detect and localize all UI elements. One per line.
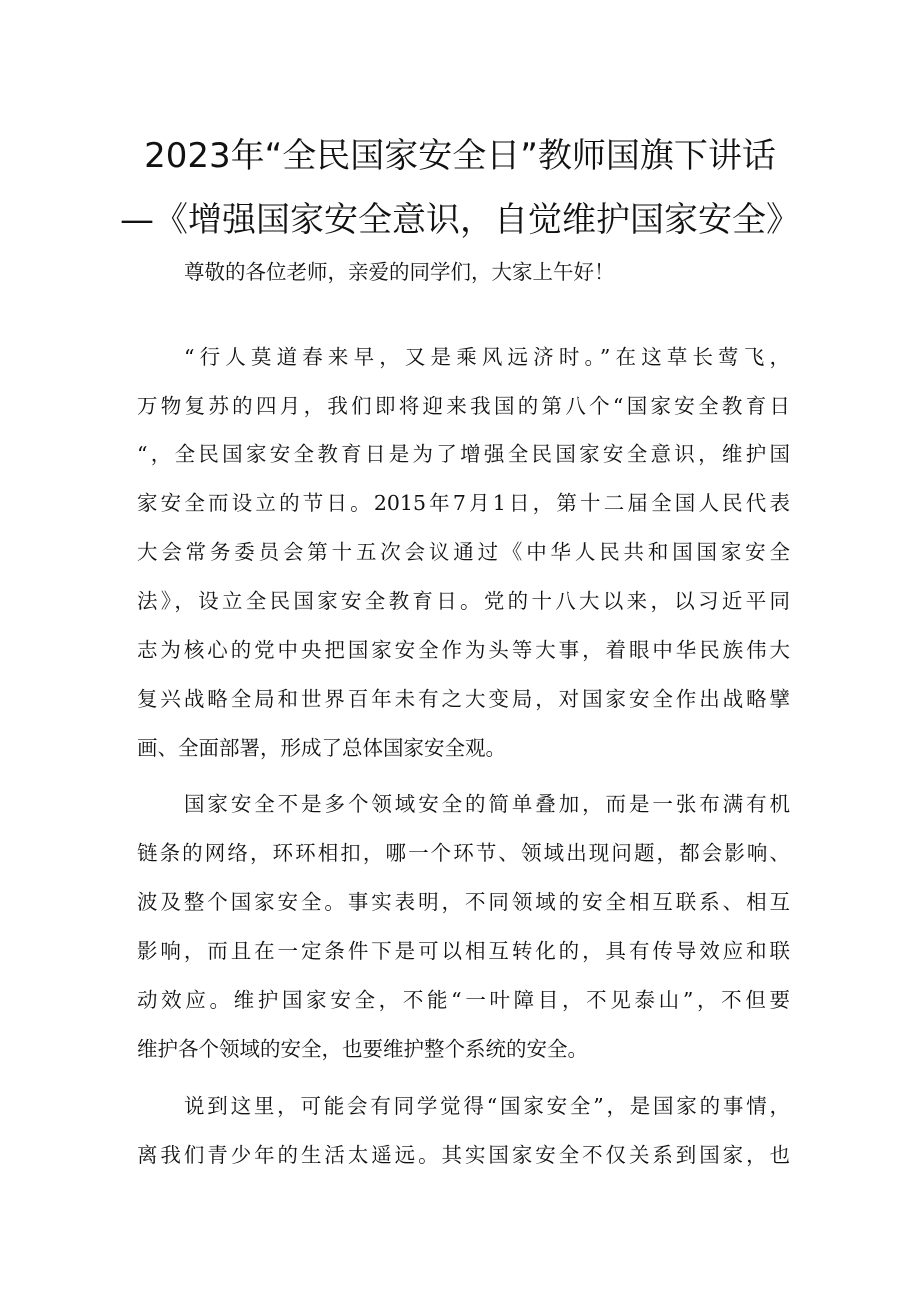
paragraph-line: 影响，而且在一定条件下是可以相互转化的，具有传导效应和联 <box>137 939 790 963</box>
title-line-1: 2023年“全民国家安全日”教师国旗下讲话 <box>144 136 776 176</box>
paragraph-line: “行人莫道春来早，又是乘风远济时。”在这草长莺飞， <box>184 345 790 369</box>
paragraph-line: “，全民国家安全教育日是为了增强全民国家安全意识，维护国 <box>137 442 790 466</box>
paragraph-line: 家安全而设立的节日。2015年7月1日，第十二届全国人民代表 <box>137 491 790 515</box>
title-line-2: —《增强国家安全意识，自觉维护国家安全》 <box>120 200 800 240</box>
paragraph-line: 离我们青少年的生活太遥远。其实国家安全不仅关系到国家，也 <box>137 1143 790 1167</box>
paragraph-line: 链条的网络，环环相扣，哪一个环节、领域出现问题，都会影响、 <box>137 841 790 865</box>
paragraph-line: 复兴战略全局和世界百年未有之大变局，对国家安全作出战略擘 <box>137 687 790 711</box>
greeting-line: 尊敬的各位老师，亲爱的同学们，大家上午好！ <box>184 260 615 284</box>
paragraph-line: 波及整个国家安全。事实表明，不同领域的安全相互联系、相互 <box>137 890 790 914</box>
paragraph-line: 万物复苏的四月，我们即将迎来我国的第八个“国家安全教育日 <box>137 394 790 418</box>
paragraph-line: 大会常务委员会第十五次会议通过《中华人民共和国国家安全 <box>137 540 790 564</box>
paragraph-line: 志为核心的党中央把国家安全作为头等大事，着眼中华民族伟大 <box>137 638 790 662</box>
paragraph-line: 动效应。维护国家安全，不能“一叶障目，不见泰山”，不但要 <box>137 988 790 1012</box>
paragraph-line: 法》，设立全民国家安全教育日。党的十八大以来，以习近平同 <box>137 589 790 613</box>
paragraph-line: 维护各个领域的安全，也要维护整个系统的安全。 <box>137 1037 588 1061</box>
paragraph-line: 国家安全不是多个领域安全的简单叠加，而是一张布满有机 <box>184 792 790 816</box>
paragraph-line: 画、全面部署，形成了总体国家安全观。 <box>137 736 506 760</box>
paragraph-line: 说到这里，可能会有同学觉得“国家安全”，是国家的事情， <box>184 1094 790 1118</box>
